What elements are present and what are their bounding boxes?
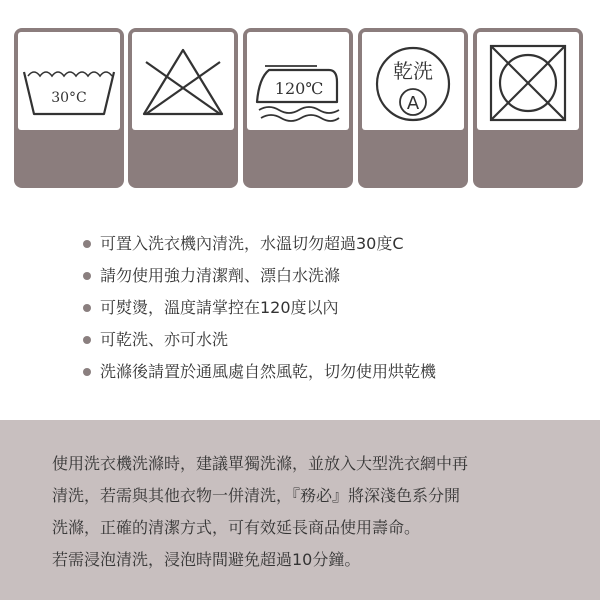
notes-line: 若需浸泡清洗，浸泡時間避免超過10分鐘。 <box>52 550 361 569</box>
instruction-text: 洗滌後請置於通風處自然風乾，切勿使用烘乾機 <box>100 362 437 381</box>
list-item <box>80 292 580 324</box>
instruction-text: 可置入洗衣機內清洗，水溫切勿超過30度C <box>100 234 404 253</box>
list-item <box>80 260 580 292</box>
bullet-dot <box>83 272 91 280</box>
dry-clean-text: 乾洗 <box>393 59 433 83</box>
care-card-dryclean <box>358 28 468 188</box>
care-instructions-list <box>80 228 580 388</box>
iron-temperature-label: 120℃ <box>274 79 324 98</box>
instruction-text: 可乾洗、亦可水洗 <box>100 330 229 349</box>
dry-clean-grade: A <box>406 93 420 114</box>
wash-30-icon <box>18 32 120 130</box>
list-item <box>80 324 580 356</box>
care-card-iron <box>243 28 353 188</box>
care-card-tumble <box>473 28 583 188</box>
list-item <box>80 228 580 260</box>
care-card-panel <box>477 32 579 130</box>
dry-clean-a-icon <box>362 32 464 130</box>
notes-line: 清洗，若需與其他衣物一併清洗，『務必』將深淺色系分開 <box>52 486 461 505</box>
instruction-text: 可熨燙，溫度請掌控在120度以內 <box>100 298 339 317</box>
iron-120-icon <box>247 32 349 130</box>
care-card-panel <box>247 32 349 130</box>
no-tumble-dry-icon <box>477 32 579 130</box>
notes-line: 使用洗衣機洗滌時，建議單獨洗滌，並放入大型洗衣網中再 <box>52 454 469 473</box>
care-card-panel <box>362 32 464 130</box>
washing-notes-panel <box>0 420 600 600</box>
bullet-dot <box>83 304 91 312</box>
care-card-panel <box>18 32 120 130</box>
care-symbols-row <box>0 0 600 200</box>
bullet-dot <box>83 336 91 344</box>
wash-temperature-label: 30°C <box>51 90 87 106</box>
notes-line: 洗滌，正確的清潔方式，可有效延長商品使用壽命。 <box>52 518 421 537</box>
list-item <box>80 356 580 388</box>
care-card-bleach <box>128 28 238 188</box>
no-bleach-icon <box>132 32 234 130</box>
bullet-dot <box>83 368 91 376</box>
bullet-dot <box>83 240 91 248</box>
care-card-wash <box>14 28 124 188</box>
care-card-panel <box>132 32 234 130</box>
instruction-text: 請勿使用強力清潔劑、漂白水洗滌 <box>100 266 341 285</box>
